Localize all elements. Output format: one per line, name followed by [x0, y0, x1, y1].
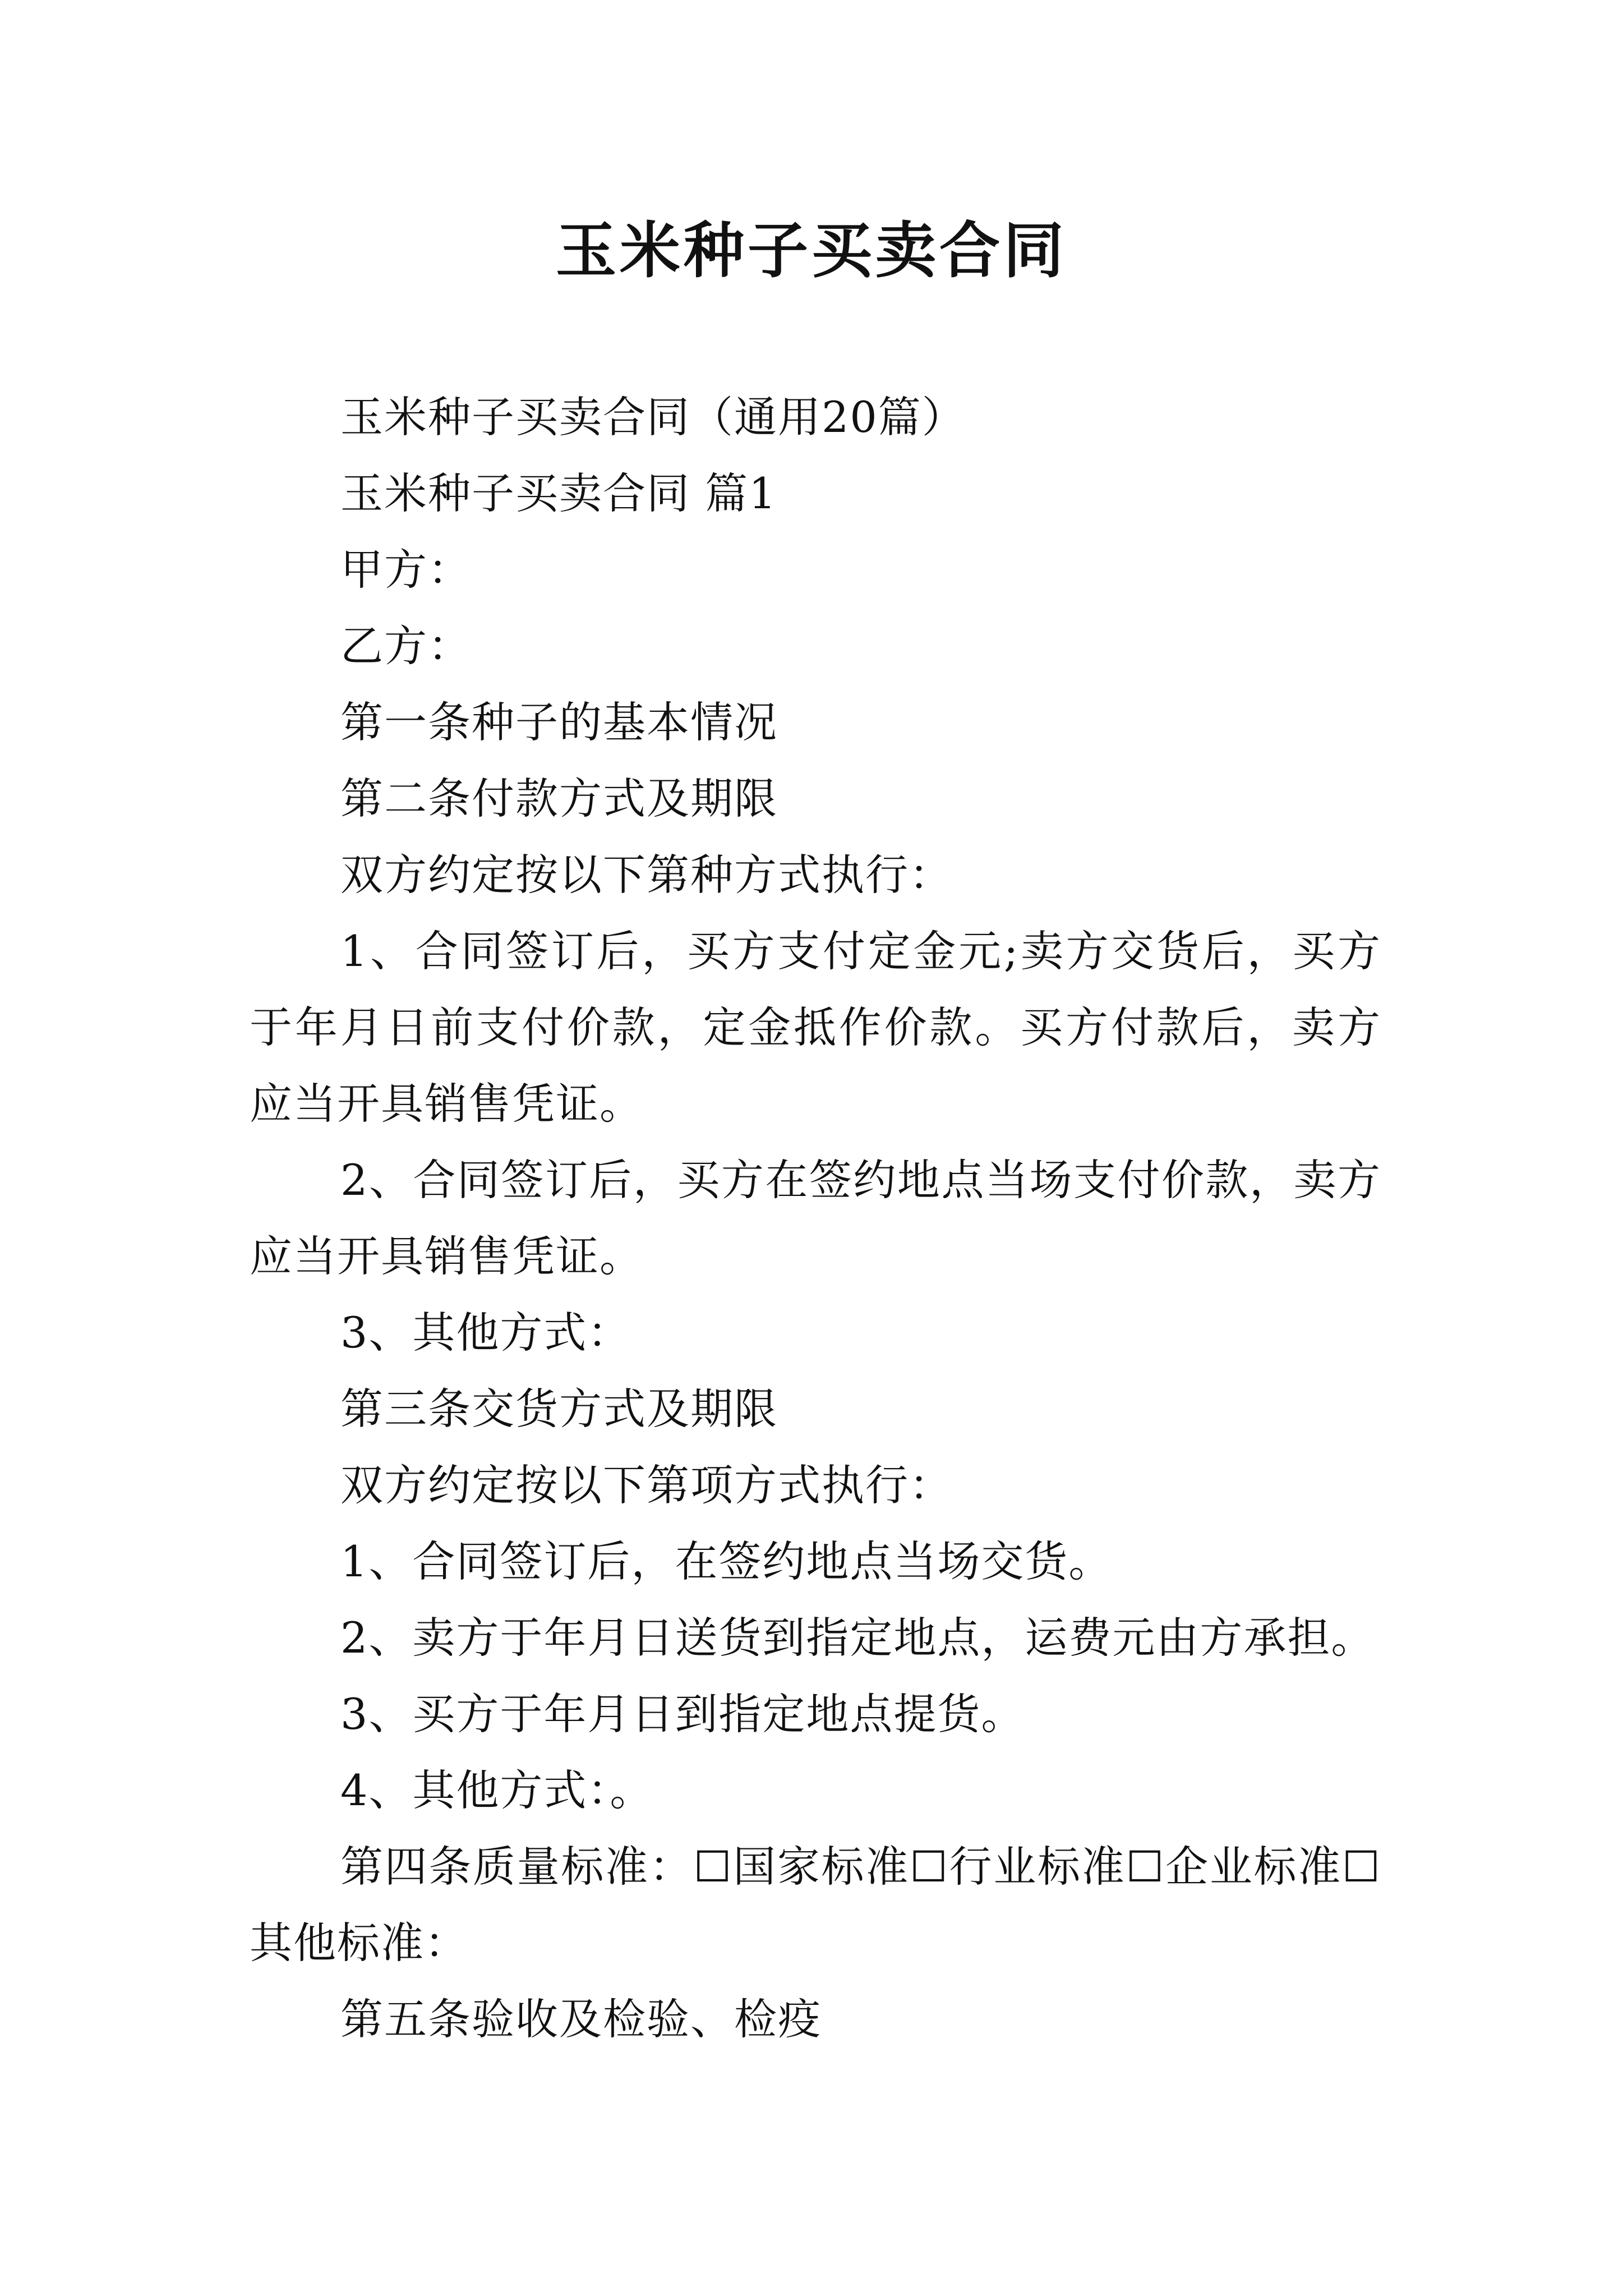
paragraph-delivery-option-3: 3、买方于年月日到指定地点提货。	[340, 1689, 1025, 1739]
paragraph-payment-option-3: 3、其他方式：	[340, 1308, 631, 1358]
paragraph-article-1: 第一条种子的基本情况	[340, 697, 778, 747]
paragraph-party-a: 甲方：	[340, 545, 472, 595]
paragraph-article-4: 第四条质量标准：☐国家标准☐行业标准☐企业标准☐其他标准：	[250, 1842, 1381, 1968]
paragraph-article-2: 第二条付款方式及期限	[340, 774, 778, 823]
paragraph-delivery-intro: 双方约定按以下第项方式执行：	[340, 1460, 953, 1510]
paragraph-delivery-option-1: 1、合同签订后，在签约地点当场交货。	[340, 1536, 1113, 1586]
paragraph-subtitle: 玉米种子买卖合同（通用20篇）	[340, 392, 966, 442]
paragraph-party-b: 乙方：	[340, 621, 472, 671]
paragraph-payment-option-2: 2、合同签订后，买方在签约地点当场支付价款，卖方应当开具销售凭证。	[250, 1155, 1381, 1281]
document-body	[250, 379, 1381, 2058]
paragraph-section-heading: 玉米种子买卖合同 篇1	[340, 468, 777, 518]
paragraph-article-5: 第五条验收及检验、检疫	[340, 1994, 822, 2044]
paragraph-delivery-option-4: 4、其他方式：。	[340, 1765, 654, 1815]
paragraph-delivery-option-2: 2、卖方于年月日送货到指定地点，运费元由方承担。	[340, 1613, 1375, 1663]
document-title: 玉米种子买卖合同	[555, 215, 1067, 286]
paragraph-payment-option-1: 1、合同签订后，买方支付定金元;卖方交货后，买方于年月日前支付价款，定金抵作价款。买方付款后，卖方应当开具销售凭证。	[250, 926, 1381, 1129]
paragraph-payment-intro: 双方约定按以下第种方式执行：	[340, 850, 953, 900]
paragraph-article-3: 第三条交货方式及期限	[340, 1384, 778, 1434]
